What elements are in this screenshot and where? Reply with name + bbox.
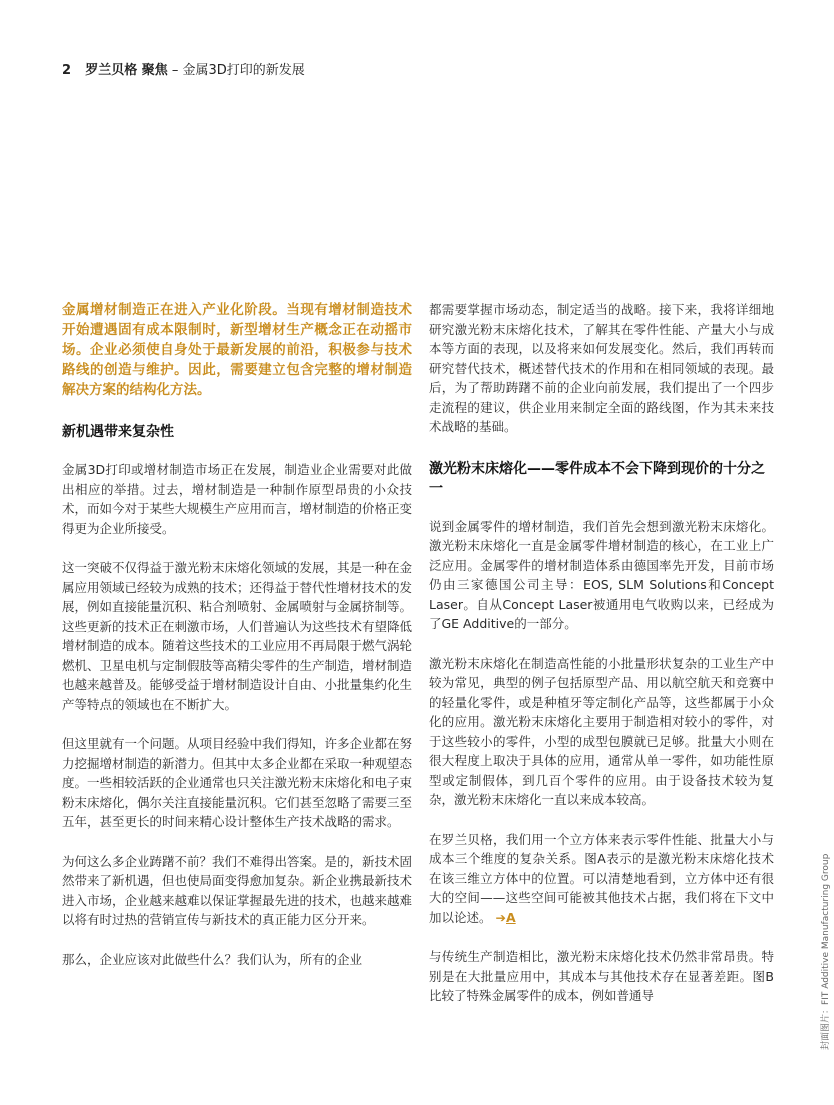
body-paragraph: 为何这么多企业踌躇不前？我们不难得出答案。是的，新技术固然带来了新机遇，但也使局面变得愈加复杂。新企业携最新技术进入市场，企业越来越难以保证掌握最先进的技术，也越来越难以将有时过热的营销宣传与新技术的真正能力区分开来。	[62, 853, 413, 927]
body-paragraph: 这一突破不仅得益于激光粉末床熔化领域的发展，其是一种在金属应用领域已经较为成熟的技术；还得益于替代性增材技术的发展，例如直接能量沉积、粘合剂喷射、金属喷射与金属挤制等。这些更新的技术正在刺激市场，人们普遍认为这些技术有望降低增材制造的成本。随着这些技术的工业应用不再局限于燃气涡轮燃机、卫星电机与定制假肢等高精尖零件的生产制造，增材制造也越来越普及。能够受益于增材制造设计自由、小批量集约化生产等特点的领域也在不断扩大。	[62, 560, 413, 712]
figure-a-link[interactable]: A	[505, 909, 516, 925]
brand-title: 罗兰贝格 聚焦	[85, 63, 168, 78]
page-header	[62, 59, 305, 78]
left-column	[62, 300, 412, 969]
page-subtitle: – 金属3D打印的新发展	[171, 63, 305, 78]
page-number: 2	[62, 63, 72, 78]
section-heading-opportunity: 新机遇带来复杂性	[62, 424, 174, 440]
body-paragraph: 与传统生产制造相比，激光粉末床熔化技术仍然非常昂贵。特别是在大批量应用中，其成本与其他技术存在显著差距。图B比较了特殊金属零件的成本，例如普通导	[429, 949, 774, 1003]
body-paragraph: 那么，企业应该对此做些什么？我们认为，所有的企业	[62, 951, 363, 967]
section-heading-lpbf: 激光粉末床熔化——零件成本不会下降到现价的十分之一	[429, 460, 765, 497]
body-paragraph: 但这里就有一个问题。从项目经验中我们得知，许多企业都在努力挖掘增材制造的新潜力。但其中太多企业都在采取一种观望态度。一些相较活跃的企业通常也只关注激光粉末床熔化和电子束粉末床熔化，偶尔关注直接能量沉积。它们甚至忽略了需要三至五年，甚至更长的时间来精心设计整体生产技术战略的需求。	[62, 736, 413, 829]
right-column	[429, 300, 774, 1006]
body-paragraph: 金属3D打印或增材制造市场正在发展，制造业企业需要对此做出相应的举措。过去，增材制造是一种制作原型昂贵的小众技术，而如今对于某些大规模生产应用而言，增材制造的价格正变得更为企业所接受。	[62, 462, 413, 536]
arrow-right-icon: ➔	[495, 909, 506, 925]
body-paragraph	[429, 830, 774, 928]
body-text: 在罗兰贝格，我们用一个立方体来表示零件性能、批量大小与成本三个维度的复杂关系。图A表示的是激光粉末床熔化技术在该三维立方体中的位置。可以清楚地看到，立方体中还有很大的空间——这些空间可能被其他技术占据，我们将在下文中加以论述。	[429, 831, 774, 925]
body-paragraph: 都需要掌握市场动态，制定适当的战略。接下来，我将详细地研究激光粉末床熔化技术，了解其在零件性能、产量大小与成本等方面的表现，以及将来如何发展变化。然后，我们再转而研究替代技术，概述替代技术的作用和在相同领域的表现。最后，为了帮助踌躇不前的企业向前发展，我们提出了一个四步走流程的建议，供企业用来制定全面的路线图，作为其未来技术战略的基础。	[429, 302, 774, 434]
body-paragraph: 说到金属零件的增材制造，我们首先会想到激光粉末床熔化。激光粉末床熔化一直是金属零件增材制造的核心，在工业上广泛应用。金属零件的增材制造体系由德国率先开发，目前市场仍由三家德国公司主导：EOS, SLM Solutions和Concept Laser。自从Concept Laser被通用电气收购以来，已经成为了GE Additive的一部分。	[429, 518, 774, 631]
lead-paragraph: 金属增材制造正在进入产业化阶段。当现有增材制造技术开始遭遇固有成本限制时，新型增材生产概念正在动摇市场。企业必须使自身处于最新发展的前沿，积极参与技术路线的创造与维护。因此，需要建立包含完整的增材制造解决方案的结构化方法。	[62, 302, 412, 398]
body-paragraph: 激光粉末床熔化在制造高性能的小批量形状复杂的工业生产中较为常见，典型的例子包括原型产品、用以航空航天和竞赛中的轻量化零件，或是种植牙等定制化产品等，这些都属于小众化的应用。激光粉末床熔化主要用于制造相对较小的零件，对于这些较小的零件，小型的成型包膜就已足够。批量大小则在很大程度上取决于具体的应用，通常从单一零件，如功能性原型或定制假体，到几百个零件的应用。由于设备技术较为复杂，激光粉末床熔化一直以来成本较高。	[429, 655, 774, 807]
image-credit: 封面图片：FIT Additive Manufacturing Group	[821, 853, 831, 1050]
